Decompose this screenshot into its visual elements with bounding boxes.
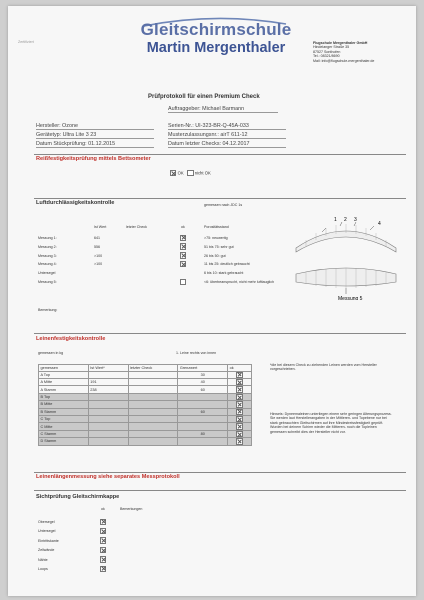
row-label: C Stamm xyxy=(39,430,89,437)
section-divider xyxy=(34,154,406,155)
reiss-ok-checkbox[interactable] xyxy=(170,170,176,176)
sicht-item: Untersegel xyxy=(38,529,56,534)
table-row xyxy=(39,438,252,445)
table-row xyxy=(39,393,252,400)
row-ist xyxy=(88,393,128,400)
row-label: A Mitte xyxy=(39,378,89,385)
row-ist xyxy=(88,430,128,437)
sicht-ok-checkboxes xyxy=(100,517,106,573)
row-grenz xyxy=(178,393,228,400)
document-page xyxy=(8,6,416,596)
luft-col-ist: Ist Wert xyxy=(94,225,107,229)
company-address xyxy=(313,41,374,63)
row-grenz: 60 xyxy=(178,408,228,415)
row-ok-checkbox[interactable] xyxy=(236,401,242,407)
row-ist: 191 xyxy=(88,378,128,385)
luft-row-label: Messung 5: xyxy=(38,279,57,284)
sicht-item: Loops xyxy=(38,567,48,572)
leinen-unit: gemessen in kg xyxy=(38,351,64,355)
row-check xyxy=(128,438,178,445)
luft-col-porous: Porositätsstand xyxy=(204,225,229,229)
row-ok-checkbox[interactable] xyxy=(236,423,242,429)
company-street: Hindelanger Straße 35 xyxy=(313,45,350,50)
luft-ok-checkbox[interactable] xyxy=(180,279,186,285)
table-header-row xyxy=(39,365,252,372)
row-ist xyxy=(88,438,128,445)
luft-row-label: Messung 4: xyxy=(38,262,57,267)
reiss-nicht-ok-checkbox[interactable] xyxy=(187,170,193,176)
sicht-col-bem: Bemerkungen xyxy=(120,507,143,511)
row-ok-checkbox[interactable] xyxy=(236,386,242,392)
luft-row-value: 556 xyxy=(94,244,100,249)
luft-porous-list xyxy=(204,234,274,287)
top-left-note: Zertifiziert xyxy=(18,40,34,44)
luft-row-label: Untersegel xyxy=(38,271,56,276)
field-hersteller: Hersteller: Ozone xyxy=(36,123,154,130)
row-check xyxy=(128,423,178,430)
sicht-ok-checkbox[interactable] xyxy=(100,519,106,525)
porous-item: <6: überbeansprucht, nicht mehr lufttauglich xyxy=(204,279,275,284)
diagram-number: 4 xyxy=(378,221,381,227)
row-grenz: 60 xyxy=(178,386,228,393)
luft-col-check: letzter Check xyxy=(126,225,147,229)
row-label: B Stamm xyxy=(39,408,89,415)
row-label: C Mitte xyxy=(39,423,89,430)
field-datum-letzter-check: Datum letzter Checks: 04.12.2017 xyxy=(168,141,286,148)
row-check xyxy=(128,415,178,422)
row-label: B Mitte xyxy=(39,401,89,408)
row-ok-checkbox[interactable] xyxy=(236,372,242,378)
company-phone: Tel.: 08321/8690 xyxy=(313,54,340,59)
row-check xyxy=(128,430,178,437)
section-divider xyxy=(34,472,406,473)
row-check xyxy=(128,408,178,415)
row-label: B Top xyxy=(39,393,89,400)
section-divider xyxy=(34,490,406,491)
logo-line-2: Martin Mergenthaler xyxy=(146,40,286,56)
table-row xyxy=(39,430,252,437)
wing-diagram-icon xyxy=(292,212,400,300)
luft-row-values xyxy=(94,234,102,269)
row-grenz xyxy=(178,423,228,430)
section-title-reissfestigkeit: Reißfestigkeitsprüfung mittels Bettsometer xyxy=(36,156,151,162)
diagram-caption: Messung 5 xyxy=(338,296,363,300)
company-city: 87527 Sonthofen xyxy=(313,49,341,54)
leinen-footnote: *die bei diesem Check zu ziehenden Leinen werden vom Hersteller vorgeschrieben. xyxy=(270,363,377,372)
row-ist xyxy=(88,401,128,408)
field-auftraggeber: Auftraggeber: Michael Barmann xyxy=(168,106,278,113)
sicht-ok-checkbox[interactable] xyxy=(100,528,106,534)
sicht-ok-checkbox[interactable] xyxy=(100,537,106,543)
row-ok-checkbox[interactable] xyxy=(236,438,242,444)
table-header: letzter Check xyxy=(128,365,178,372)
row-label: A Stamm xyxy=(39,386,89,393)
leinen-hinweis: Hinweis: Dyneemaleinen unterliegen einem sehr geringen Alterungsprozess. Sie werden laut Herstellerangaben in der Mittleren- und Topebene nur bei stark gebrauchten Gleitschirmen auf ihre Mindestreissfestigkeit geprüft. Wurden bei deinem Schirm wieder die Mitteren- noch die Topleinen gemessen schreibt dies der Hersteller nicht vor. xyxy=(270,412,392,434)
porous-item: 26 bis 50: gut xyxy=(204,253,226,258)
row-ok-checkbox[interactable] xyxy=(236,394,242,400)
row-ist xyxy=(88,423,128,430)
table-row xyxy=(39,401,252,408)
sicht-items xyxy=(38,518,59,574)
table-row xyxy=(39,386,252,393)
row-ok-checkbox[interactable] xyxy=(236,409,242,415)
row-check xyxy=(128,401,178,408)
section-divider xyxy=(34,198,406,199)
row-ist xyxy=(88,408,128,415)
sicht-item: Zellwände xyxy=(38,548,55,553)
luft-ok-checkbox[interactable] xyxy=(180,235,186,241)
porous-item: 11 bis 25: deutlich gebraucht xyxy=(204,262,250,267)
luft-col-ok: ok xyxy=(181,225,185,229)
row-check xyxy=(128,371,178,378)
row-grenz: 40 xyxy=(178,378,228,385)
table-header: ok xyxy=(228,365,252,372)
sicht-col-ok: ok xyxy=(101,507,105,511)
row-ok-checkbox[interactable] xyxy=(236,431,242,437)
diagram-number: 2 xyxy=(344,217,347,223)
table-header: Ist Wert* xyxy=(88,365,128,372)
leinen-note: 1. Leine rechts von innen xyxy=(176,351,217,355)
luft-row-value: 641 xyxy=(94,236,100,240)
row-label: A Top xyxy=(39,371,89,378)
luft-row-value: >100 xyxy=(94,253,103,258)
row-ok-checkbox[interactable] xyxy=(236,379,242,385)
section-title-sicht: Sichtprüfung Gleitschirmkappe xyxy=(36,494,120,500)
section-title-luft: Luftdurchlässigkeitskontrolle xyxy=(36,200,115,206)
row-ist: 238 xyxy=(88,386,128,393)
row-grenz: 80 xyxy=(178,430,228,437)
field-geraetetyp: Gerätetyp: Ultra Lite 3 23 xyxy=(36,132,154,139)
section-divider xyxy=(34,333,406,334)
company-name: Flugschule Mergenthaler GmbH xyxy=(313,41,368,45)
diagram-number: 1 xyxy=(334,217,337,223)
reiss-nicht-ok-label: nicht OK xyxy=(194,170,211,176)
leinen-table xyxy=(38,364,252,446)
luft-row-label: Messung 2: xyxy=(38,244,57,249)
luft-ok-checkboxes xyxy=(180,234,186,287)
reiss-ok-label: OK xyxy=(177,170,184,176)
luft-ok-checkbox[interactable] xyxy=(180,252,186,258)
row-ok-checkbox[interactable] xyxy=(236,416,242,422)
sicht-ok-checkbox[interactable] xyxy=(100,556,106,562)
table-row xyxy=(39,408,252,415)
table-header: gemessen xyxy=(39,365,89,372)
sicht-item: Eintrittskante xyxy=(38,538,59,543)
sicht-item: Obersegel xyxy=(38,520,55,524)
section-title-laengen: Leinenlängenmessung siehe separates Messprotokoll xyxy=(36,474,180,480)
porous-item: >75: neuwertig xyxy=(204,236,228,240)
row-grenz xyxy=(178,415,228,422)
table-row xyxy=(39,378,252,385)
row-grenz: 30 xyxy=(178,371,228,378)
luft-row-label: Messung 1: xyxy=(38,236,57,240)
sicht-ok-checkbox[interactable] xyxy=(100,547,106,553)
row-check xyxy=(128,386,178,393)
porous-item: 51 bis 75: sehr gut xyxy=(204,244,234,249)
luft-row-value: >100 xyxy=(94,262,103,267)
row-grenz xyxy=(178,401,228,408)
row-ist xyxy=(88,371,128,378)
luft-ok-checkbox[interactable] xyxy=(180,243,186,249)
company-mail: Mail: info@flugschule-mergenthaler.de xyxy=(313,58,375,63)
row-label: D Stamm xyxy=(39,438,89,445)
luft-subtitle: gemessen nach JDC 1s xyxy=(204,203,243,207)
reiss-ok-group xyxy=(170,170,211,176)
luft-bemerkung: Bemerkung: xyxy=(38,308,58,312)
luft-row-labels xyxy=(38,234,57,287)
row-ist xyxy=(88,415,128,422)
row-check xyxy=(128,393,178,400)
sicht-item: Nähte xyxy=(38,557,48,562)
sicht-ok-checkbox[interactable] xyxy=(100,566,106,572)
field-musterzulassung: Musterzulassungsnr.: airT 611-12 xyxy=(168,132,286,139)
section-title-leinen: Leinenfestigkeitskontrolle xyxy=(36,336,106,342)
table-row xyxy=(39,423,252,430)
luft-ok-checkbox[interactable] xyxy=(180,261,186,267)
diagram-number: 3 xyxy=(354,217,357,223)
row-check xyxy=(128,378,178,385)
document-title: Prüfprotokoll für einen Premium Check xyxy=(148,94,260,100)
logo-line-1: Gleitschirmschule xyxy=(140,20,292,39)
luft-row-label: Messung 3: xyxy=(38,253,57,258)
table-header: Grenzwert xyxy=(178,365,228,372)
field-datum-stueckpruefung: Datum Stückprüfung: 01.12.2015 xyxy=(36,141,154,148)
table-row xyxy=(39,371,252,378)
row-label: C Top xyxy=(39,415,89,422)
field-serien-nr: Serien-Nr.: UI-323-BR-Q-45A-033 xyxy=(168,123,286,130)
porous-item: 6 bis 10: stark gebraucht xyxy=(204,271,244,276)
row-grenz xyxy=(178,438,228,445)
table-row xyxy=(39,415,252,422)
